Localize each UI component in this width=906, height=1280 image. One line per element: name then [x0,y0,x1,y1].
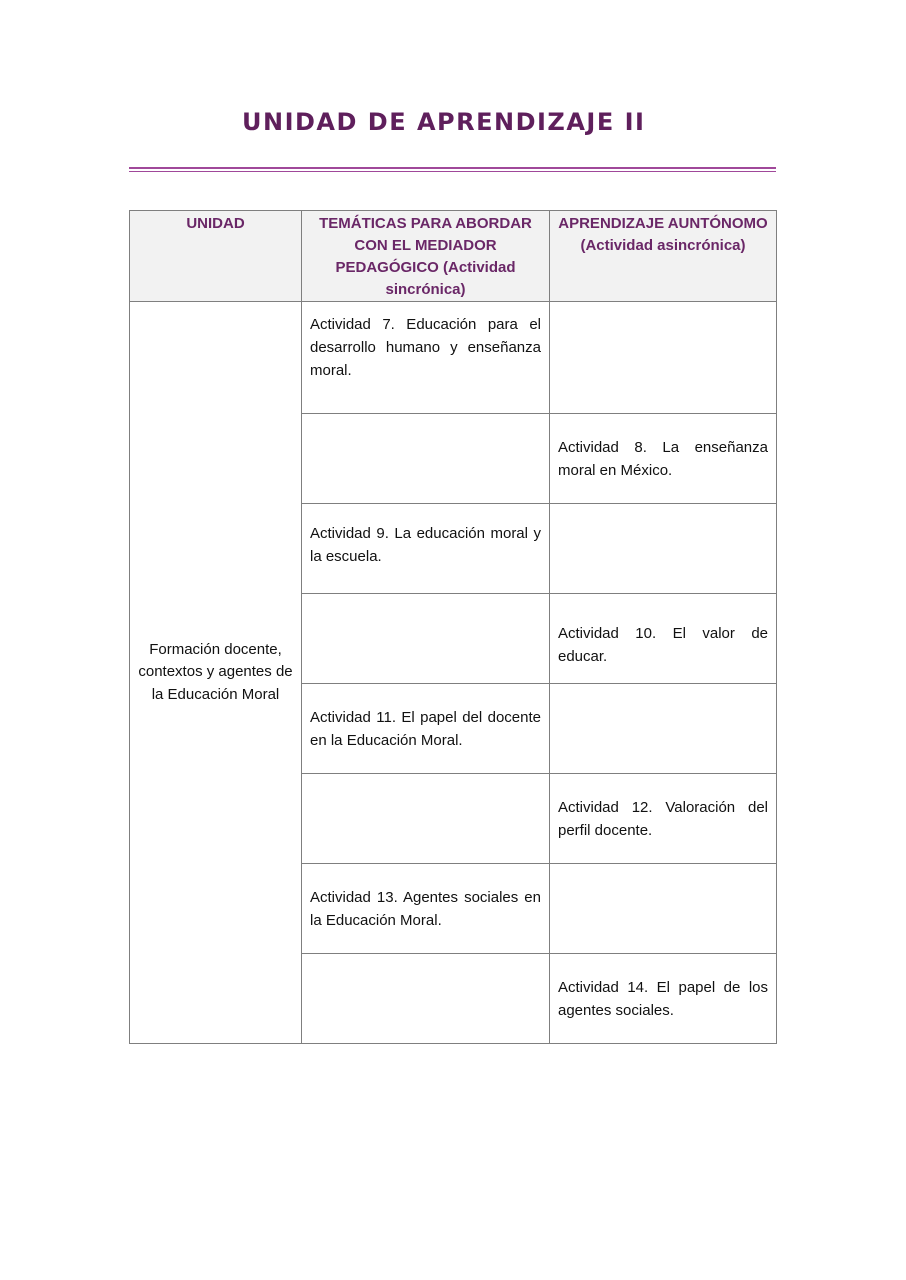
async-activity-cell [550,504,777,594]
header-tematicas: TEMÁTICAS PARA ABORDAR CON EL MEDIADOR PEDAGÓGICO (Actividad sincrónica) [302,211,550,302]
sync-activity-cell [302,774,550,864]
sync-activity-cell: Actividad 11. El papel del docente en la Educación Moral. [302,684,550,774]
async-activity-cell: Actividad 8. La enseñanza moral en México. [550,414,777,504]
sync-activity-cell: Actividad 9. La educación moral y la escuela. [302,504,550,594]
sync-activity-cell [302,594,550,684]
sync-activity-cell: Actividad 7. Educación para el desarrollo humano y enseñanza moral. [302,302,550,414]
underline-thin [129,171,776,172]
async-activity-cell: Actividad 12. Valoración del perfil docente. [550,774,777,864]
async-activity-cell [550,684,777,774]
async-activity-cell [550,864,777,954]
learning-unit-table [129,210,777,1044]
underline-thick [129,167,776,169]
header-aprendizaje: APRENDIZAJE AUNTÓNOMO (Actividad asincrónica) [550,211,777,302]
table-row [130,302,777,414]
unit-cell: Formación docente, contextos y agentes de la Educación Moral [130,302,302,1044]
sync-activity-cell [302,954,550,1044]
async-activity-cell: Actividad 14. El papel de los agentes sociales. [550,954,777,1044]
sync-activity-cell: Actividad 13. Agentes sociales en la Educación Moral. [302,864,550,954]
table-header-row [130,211,777,302]
sync-activity-cell [302,414,550,504]
header-unidad: UNIDAD [130,211,302,302]
page-title: UNIDAD DE APRENDIZAJE II [242,108,646,136]
title-underline [129,167,776,173]
async-activity-cell [550,302,777,414]
async-activity-cell: Actividad 10. El valor de educar. [550,594,777,684]
